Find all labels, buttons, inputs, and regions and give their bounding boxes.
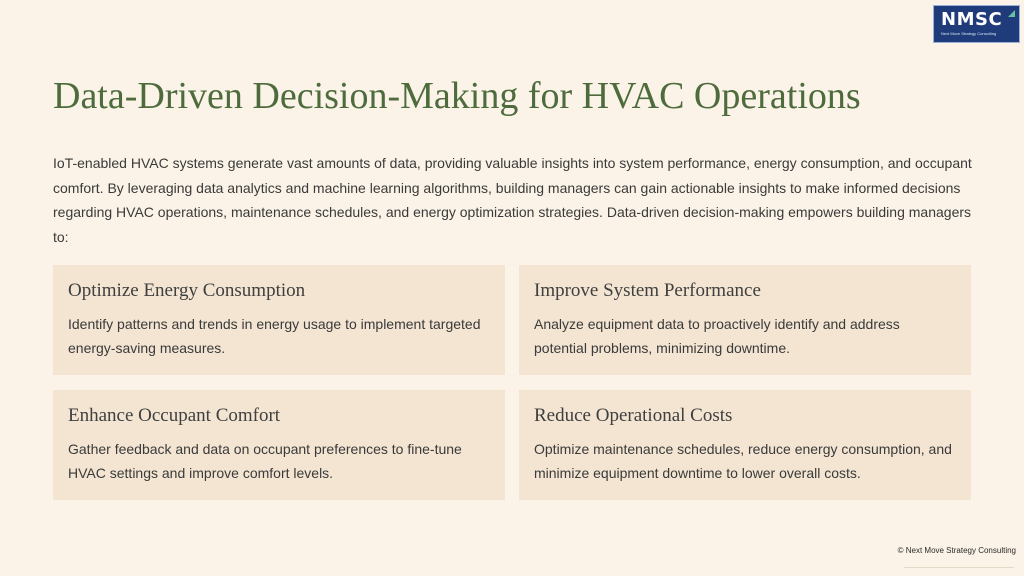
page-title: Data-Driven Decision-Making for HVAC Operations (53, 75, 861, 117)
logo-tagline: Next Move Strategy Consulting (941, 31, 997, 36)
card-title: Optimize Energy Consumption (68, 280, 306, 301)
card-text: Optimize maintenance schedules, reduce energy consumption, and minimize equipment downtime to lower overall costs. (534, 441, 952, 481)
card-reduce-costs (519, 390, 971, 500)
card-title: Enhance Occupant Comfort (68, 405, 281, 426)
card-title: Reduce Operational Costs (534, 405, 733, 426)
company-logo (933, 5, 1020, 43)
card-text: Analyze equipment data to proactively identify and address potential problems, minimizing downtime. (534, 316, 900, 356)
logo-name: NMSC (941, 9, 1003, 30)
footer-divider (904, 567, 1014, 568)
logo-arrow-icon (1008, 10, 1015, 17)
intro-paragraph: IoT-enabled HVAC systems generate vast amounts of data, providing valuable insights into system performance, energy consumption, and occupant comfort. By leveraging data analytics and machine learning algorithms, building managers can gain actionable insights to make informed decisions regarding HVAC operations, maintenance schedules, and energy optimization strategies. Data-driven decision-making empowers building managers to: (53, 155, 972, 245)
card-enhance-comfort (53, 390, 505, 500)
card-text: Gather feedback and data on occupant preferences to fine-tune HVAC settings and improve comfort levels. (68, 441, 462, 481)
card-title: Improve System Performance (534, 280, 761, 301)
card-text: Identify patterns and trends in energy usage to implement targeted energy-saving measures. (68, 316, 481, 356)
copyright-footer: © Next Move Strategy Consulting (897, 546, 1016, 555)
card-optimize-energy (53, 265, 505, 375)
card-improve-performance (519, 265, 971, 375)
